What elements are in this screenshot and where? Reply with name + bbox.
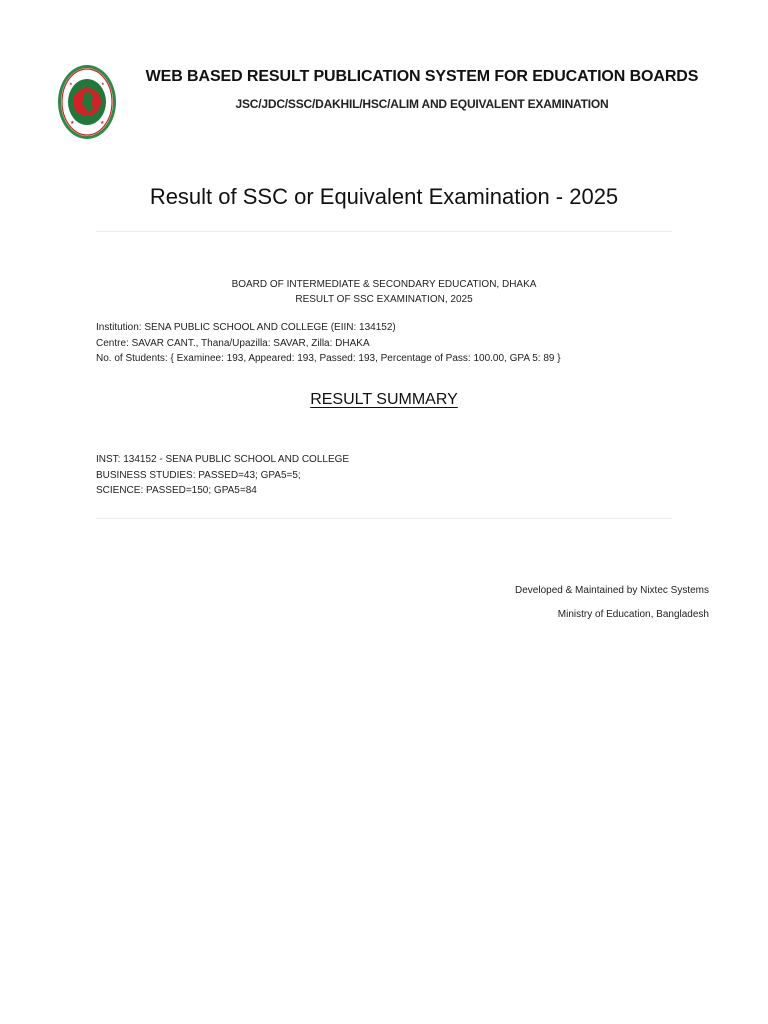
summary-line: BUSINESS STUDIES: PASSED=43; GPA5=5;	[96, 469, 301, 481]
site-title: WEB BASED RESULT PUBLICATION SYSTEM FOR EDUCATION BOARDS	[145, 68, 699, 85]
svg-text:★: ★	[70, 120, 75, 126]
institution-info	[96, 320, 561, 367]
divider	[96, 518, 672, 519]
svg-text:★: ★	[69, 81, 73, 86]
site-subtitle: JSC/JDC/SSC/DAKHIL/HSC/ALIM AND EQUIVALENT EXAMINATION	[235, 97, 609, 111]
summary-line: SCIENCE: PASSED=150; GPA5=84	[96, 485, 257, 496]
footer	[515, 585, 709, 633]
board-info	[0, 277, 768, 307]
government-seal-logo	[57, 64, 117, 140]
students-line: No. of Students: { Examinee: 193, Appeared: 193, Passed: 193, Percentage of Pass: 100.00, GPA 5: 89 }	[96, 353, 561, 364]
centre-line: Centre: SAVAR CANT., Thana/Upazilla: SAVAR, Zilla: DHAKA	[96, 337, 370, 349]
result-summary-heading: RESULT SUMMARY	[310, 391, 458, 408]
developer-credit: Developed & Maintained by Nixtec Systems	[515, 585, 709, 596]
result-summary	[96, 452, 349, 499]
board-name: BOARD OF INTERMEDIATE & SECONDARY EDUCATION, DHAKA	[231, 279, 537, 290]
exam-name: RESULT OF SSC EXAMINATION, 2025	[295, 294, 473, 305]
svg-text:★: ★	[100, 120, 105, 126]
summary-line: INST: 134152 - SENA PUBLIC SCHOOL AND COLLEGE	[96, 454, 350, 465]
institution-line: Institution: SENA PUBLIC SCHOOL AND COLLEGE (EIIN: 134152)	[96, 322, 396, 333]
svg-text:★: ★	[101, 81, 105, 86]
ministry-credit: Ministry of Education, Bangladesh	[557, 609, 709, 620]
divider	[96, 231, 672, 232]
page-title: Result of SSC or Equivalent Examination - 2025	[149, 184, 619, 209]
